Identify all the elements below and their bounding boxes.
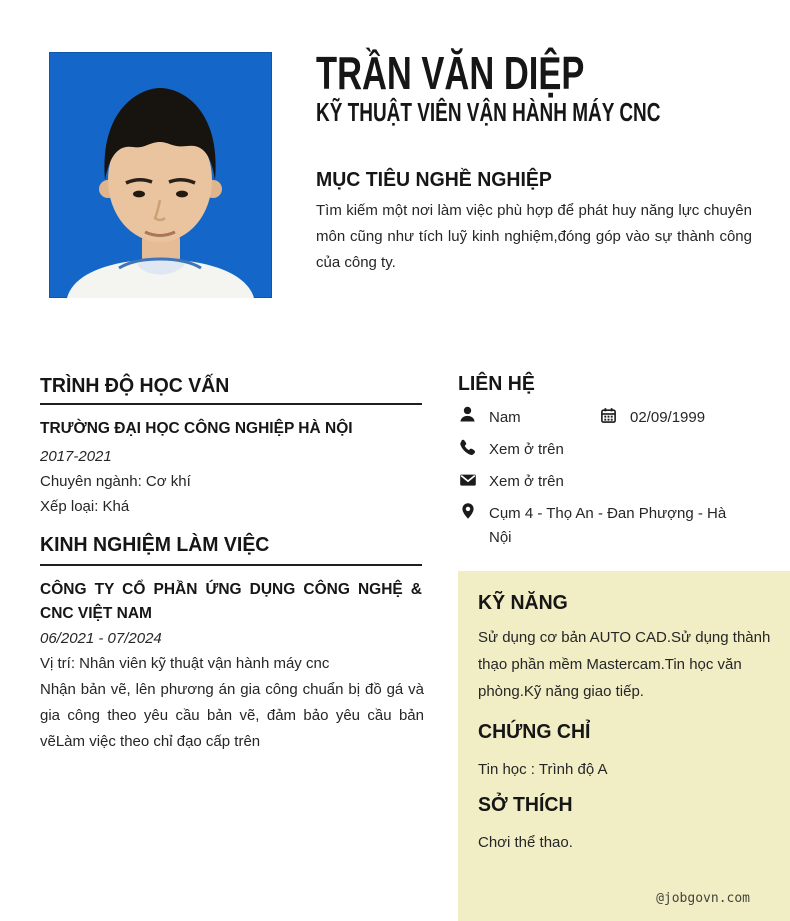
candidate-job-title	[316, 99, 788, 126]
certificates-text: Tin học : Trình độ A	[478, 761, 608, 778]
watermark: @jobgovn.com	[656, 891, 750, 906]
certificates-heading: CHỨNG CHỈ	[478, 720, 591, 743]
experience-company: CÔNG TY CỔ PHẦN ỨNG DỤNG CÔNG NGHỆ & CNC VIỆT NAM	[40, 581, 422, 622]
location-icon	[459, 502, 478, 521]
experience-heading-rule	[40, 564, 422, 566]
objective-heading: MỤC TIÊU NGHỀ NGHIỆP	[316, 168, 552, 191]
hobbies-text: Chơi thể thao.	[478, 834, 573, 851]
contact-gender: Nam	[489, 409, 521, 426]
person-icon	[458, 405, 477, 424]
education-school: TRƯỜNG ĐẠI HỌC CÔNG NGHIỆP HÀ NỘI	[40, 420, 353, 437]
candidate-name	[316, 47, 674, 99]
objective-text: Tìm kiếm một nơi làm việc phù hợp để phát huy năng lực chuyên môn cũng như tích luỹ kinh nghiệm,đóng góp vào sự thành công của công ty.	[316, 202, 752, 271]
education-years: 2017-2021	[40, 448, 112, 465]
contact-birthday: 02/09/1999	[630, 409, 706, 426]
hobbies-heading: SỞ THÍCH	[478, 793, 573, 816]
skills-heading: KỸ NĂNG	[478, 591, 568, 614]
contact-heading: LIÊN HỆ	[458, 372, 535, 395]
experience-heading: KINH NGHIỆM LÀM VIỆC	[40, 533, 270, 556]
experience-period: 06/2021 - 07/2024	[40, 630, 162, 647]
contact-address: Cụm 4 - Thọ An - Đan Phượng - Hà Nội	[489, 505, 727, 546]
education-heading: TRÌNH ĐỘ HỌC VẤN	[40, 374, 230, 397]
education-heading-rule	[40, 403, 422, 405]
email-icon	[459, 471, 478, 490]
education-grade: Xếp loại: Khá	[40, 498, 130, 515]
candidate-name-text: TRẦN VĂN DIỆP	[316, 47, 585, 99]
education-major: Chuyên ngành: Cơ khí	[40, 473, 191, 490]
contact-phone: Xem ở trên	[489, 441, 564, 458]
profile-photo	[49, 52, 272, 298]
profile-photo-image	[49, 52, 272, 298]
calendar-icon	[600, 407, 619, 426]
phone-icon	[458, 438, 477, 457]
candidate-job-title-text: KỸ THUẬT VIÊN VẬN HÀNH MÁY CNC	[316, 97, 661, 127]
experience-description: Nhận bản vẽ, lên phương án gia công chuẩn bị đồ gá và gia công theo yêu cầu bản vẽ, đảm bảo yêu cầu bản vẽLàm việc theo chỉ đạo cấp trên	[40, 681, 424, 750]
contact-email: Xem ở trên	[489, 473, 564, 490]
experience-position: Vị trí: Nhân viên kỹ thuật vận hành máy cnc	[40, 655, 330, 672]
skills-text: Sử dụng cơ bản AUTO CAD.Sử dụng thành thạo phần mềm Mastercam.Tin học văn phòng.Kỹ năng giao tiếp.	[478, 629, 771, 700]
